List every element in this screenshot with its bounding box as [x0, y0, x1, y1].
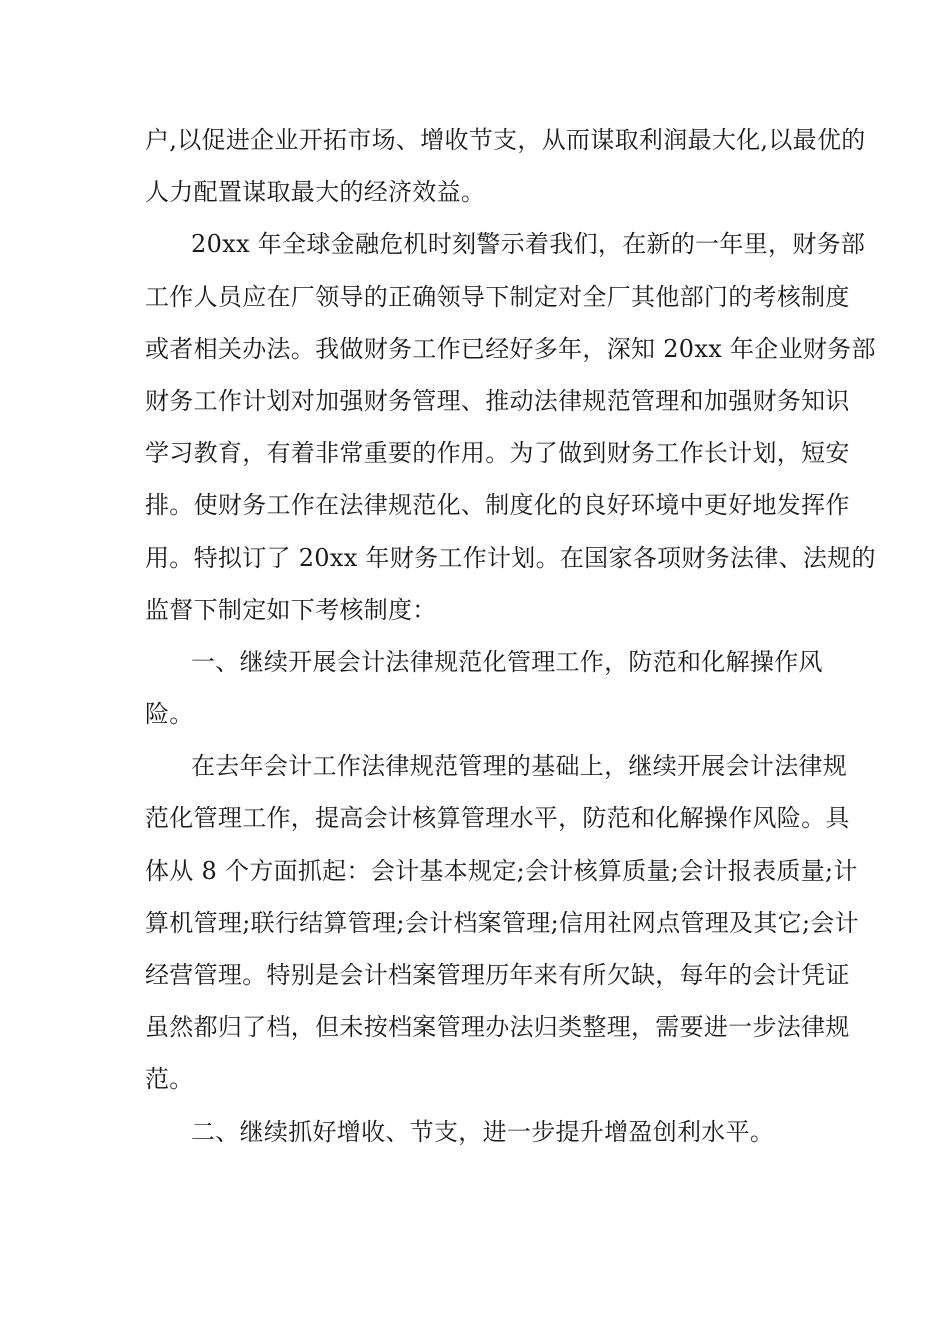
paragraph-first-line: 20xx 年全球金融危机时刻警示着我们，在新的一年里，财务部	[191, 230, 866, 259]
section-heading: 二、继续抓好增收、节支，进一步提升增盈创利水平。	[191, 1117, 775, 1146]
text-line: 范化管理工作，提高会计核算管理水平，防范和化解操作风险。具	[145, 804, 850, 833]
text-line: 户,以促进企业开拓市场、增收节支，从而谋取利润最大化,以最优的	[145, 126, 866, 154]
text-line: 监督下制定如下考核制度：	[145, 595, 437, 624]
paragraph-first-line: 在去年会计工作法律规范管理的基础上，继续开展会计法律规	[191, 752, 848, 781]
document-body	[145, 114, 876, 1158]
text-line: 经营管理。特别是会计档案管理历年来有所欠缺，每年的会计凭证	[145, 961, 850, 989]
text-line: 或者相关办法。我做财务工作已经好多年，深知 20xx 年企业财务部	[145, 334, 876, 363]
text-line: 财务工作计划对加强财务管理、推动法律规范管理和加强财务知识	[145, 386, 850, 415]
text-line: 算机管理;联行结算管理;会计档案管理;信用社网点管理及其它;会计	[145, 908, 859, 937]
text-line: 体从 8 个方面抓起：会计基本规定;会计核算质量;会计报表质量;计	[145, 856, 858, 885]
text-line: 用。特拟订了 20xx 年财务工作计划。在国家各项财务法律、法规的	[145, 543, 876, 572]
text-line: 排。使财务工作在法律规范化、制度化的良好环境中更好地发挥作	[145, 491, 850, 520]
text-line: 工作人员应在厂领导的正确领导下制定对全厂其他部门的考核制度	[145, 282, 850, 311]
text-line: 范。	[145, 1065, 194, 1094]
text-line: 学习教育，有着非常重要的作用。为了做到财务工作长计划，短安	[145, 439, 850, 468]
text-line: 险。	[145, 700, 194, 729]
text-line: 人力配置谋取最大的经济效益。	[145, 178, 486, 207]
text-line: 虽然都归了档，但未按档案管理办法归类整理，需要进一步法律规	[145, 1013, 850, 1042]
section-heading: 一、继续开展会计法律规范化管理工作，防范和化解操作风	[191, 647, 823, 676]
